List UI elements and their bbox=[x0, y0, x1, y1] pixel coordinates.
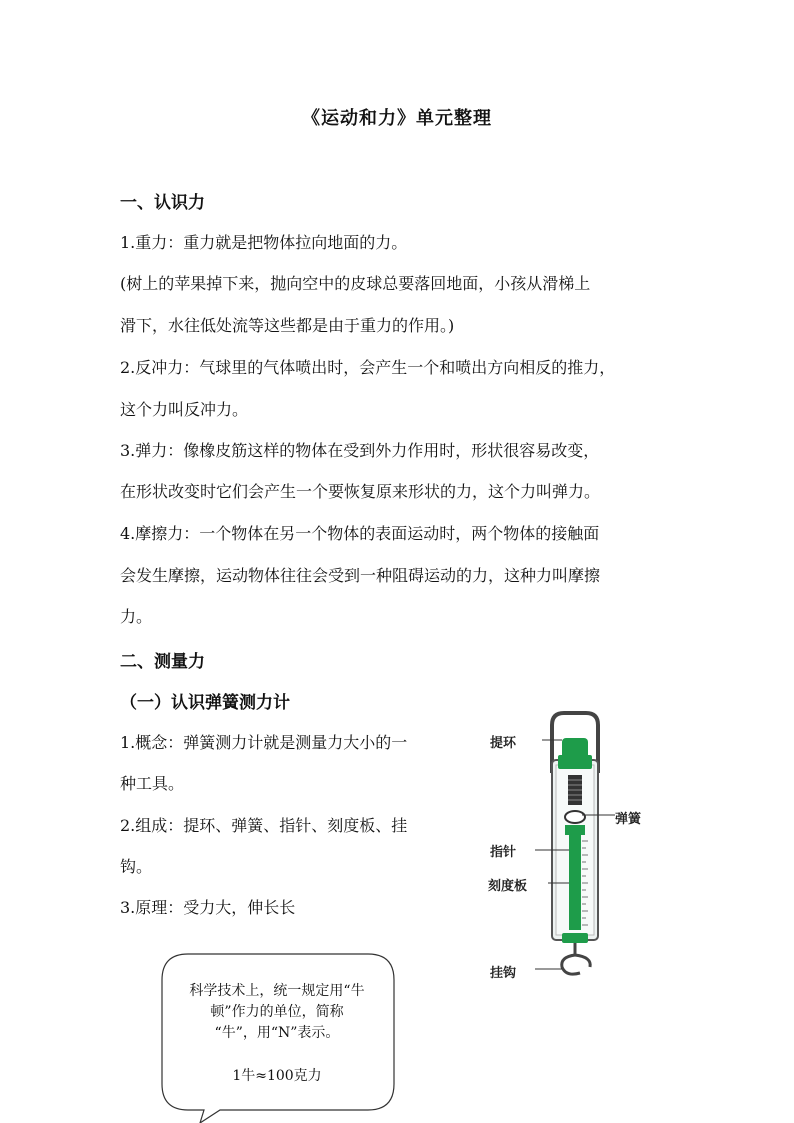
paragraph-line: 会发生摩擦，运动物体往往会受到一种阻碍运动的力，这种力叫摩擦 bbox=[120, 566, 601, 585]
paragraph-line: (树上的苹果掉下来，抛向空中的皮球总要落回地面，小孩从滑梯上 bbox=[120, 274, 591, 293]
paragraph-line: 2.组成：提环、弹簧、指针、刻度板、挂 bbox=[120, 816, 408, 835]
hook bbox=[562, 955, 590, 974]
paragraph-line: 1.重力：重力就是把物体拉向地面的力。 bbox=[120, 233, 408, 252]
section-heading-1: 一、认识力 bbox=[120, 193, 205, 213]
bubble-line: 顿”作力的单位，简称 bbox=[210, 1004, 344, 1020]
bubble-formula: 1牛≈100克力 bbox=[232, 1068, 322, 1084]
paragraph-line: 钩。 bbox=[120, 857, 153, 876]
paragraph-line: 力。 bbox=[120, 607, 153, 626]
paragraph-line: 4.摩擦力：一个物体在另一个物体的表面运动时，两个物体的接触面 bbox=[120, 524, 600, 543]
paragraph-line: 种工具。 bbox=[120, 774, 185, 793]
paragraph-line: 这个力叫反冲力。 bbox=[120, 400, 249, 419]
paragraph-line: 3.弹力：像橡皮筋这样的物体在受到外力作用时，形状很容易改变， bbox=[120, 441, 600, 460]
bubble-line: “牛”，用“N”表示。 bbox=[214, 1025, 340, 1041]
paragraph-line: 在形状改变时它们会产生一个要恢复原来形状的力，这个力叫弹力。 bbox=[120, 482, 601, 501]
paragraph-line: 3.原理：受力大，伸长长 bbox=[120, 898, 296, 917]
page-title: 《运动和力》单元整理 bbox=[302, 108, 492, 129]
section-heading-2: 二、测量力 bbox=[120, 652, 205, 672]
bubble-line: 科学技术上，统一规定用“牛 bbox=[189, 983, 365, 999]
paragraph-line: 滑下，水往低处流等这些都是由于重力的作用。) bbox=[120, 316, 455, 335]
label-hook: 挂钩 bbox=[490, 966, 517, 981]
paragraph-line: 2.反冲力：气球里的气体喷出时，会产生一个和喷出方向相反的推力， bbox=[120, 358, 616, 377]
label-scale: 刻度板 bbox=[488, 879, 528, 894]
paragraph-line: 1.概念：弹簧测力计就是测量力大小的一 bbox=[120, 733, 408, 752]
label-pointer: 指针 bbox=[490, 845, 517, 860]
label-spring: 弹簧 bbox=[615, 812, 642, 827]
subsection-heading: （一）认识弹簧测力计 bbox=[120, 693, 290, 713]
label-ring: 提环 bbox=[490, 736, 517, 751]
scale-rod bbox=[569, 835, 581, 930]
